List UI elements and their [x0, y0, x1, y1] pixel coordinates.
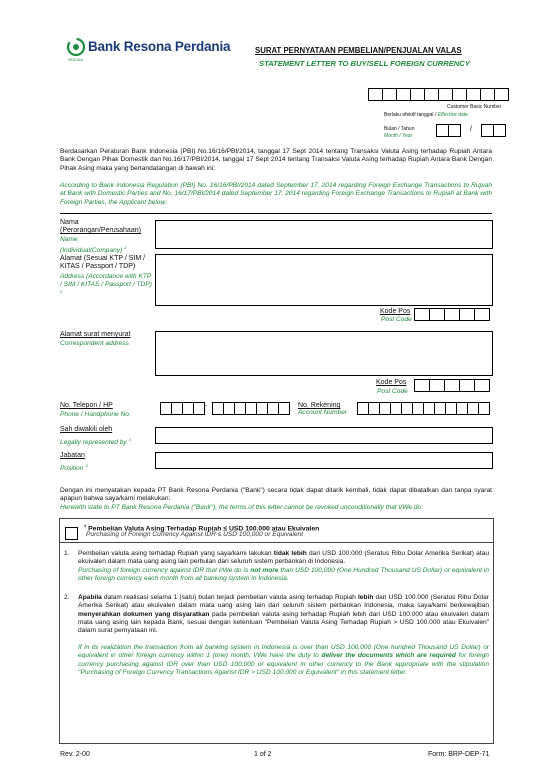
month-year-cells[interactable]	[436, 124, 460, 137]
item-text-part: dari USD 100.000 (Seratus Ribu Dolar Amerika Serikat) atau ekuivalen dalam mata uang asing lain perbulan dari seluruh sistem perbankan di Indonesia.	[78, 550, 489, 566]
represented-sup: 3	[128, 437, 131, 442]
month-year-label: Bulan / Tahun	[384, 126, 415, 132]
bank-subtext: RESONA	[68, 58, 83, 62]
phone-dash: -	[205, 403, 208, 410]
item-text-bold: tidak lebih	[273, 550, 307, 557]
footer-form: Form: BRP-DEP-71	[428, 751, 490, 758]
item-text-bold: lebih	[357, 594, 374, 601]
position-label: Jabatan	[60, 452, 85, 459]
title-id: SURAT PERNYATAAN PEMBELIAN/PENJUALAN VALAS	[255, 46, 462, 55]
item-text-bold: deliver the documents which are required	[321, 652, 456, 660]
option-divider	[59, 542, 494, 543]
item-text-part: Pembelian valuta asing terhadap Rupiah yang saya/kami lakukan	[78, 550, 274, 557]
option-checkbox[interactable]	[65, 527, 78, 540]
option-title-id: Pembelian Valuta Asing Terhadap Rupiah ≤ USD 100.000 atau Ekuivalen	[88, 525, 320, 533]
item-text-part: than USD 100,000 (One Hundred Thousand US Dollar) or equivalent in other foreign currency each month from all banking system in Indonesia.	[78, 567, 489, 583]
postal-code-label-2: Kode Pos	[376, 379, 407, 386]
postal-code-cells-2[interactable]	[414, 379, 489, 392]
name-label-text: Nama	[60, 219, 79, 226]
title-en: STATEMENT LETTER TO BUY/SELL FOREIGN CURRENCY	[259, 59, 470, 68]
postal-code-label: Kode Pos	[380, 308, 411, 315]
intro-text-id: Berdasarkan Peraturan Bank Indonesia (PBI) No.16/16/PBI/2014, tanggal 17 Sept 2014 tentang Transaksi Valuta Asing terhadap Rupiah Antara Bank Dengan Pihak Domestik dan No.16/17/PBI/2014, tanggal 17 Sept 2014 tentang Transaksi Valuta Asing terhadap Rupiah Antara Bank Dengan Pihak Asing maka yang bertandatangan di bawah ini:	[60, 148, 492, 172]
option-sup: 4	[84, 523, 87, 528]
account-number-cells[interactable]	[357, 402, 489, 415]
name-field[interactable]	[155, 220, 493, 249]
represented-label: Sah diwakili oleh	[60, 426, 113, 433]
position-sup: 3	[85, 463, 88, 468]
effective-date-text: Berlaku efektif tanggal /	[384, 112, 437, 118]
item-text-bold: not more	[250, 567, 279, 574]
phone-label: No. Telepon / HP	[60, 402, 113, 409]
name-label-en-text: Name	[60, 236, 78, 243]
address-field[interactable]	[155, 254, 493, 306]
item-text-id	[78, 594, 489, 635]
mail-address-label-en: Correspondent address	[60, 340, 129, 347]
month-year-label-en: Month / Year	[384, 133, 413, 139]
item-number: 2.	[64, 594, 70, 601]
phone-label-en: Phone / Handphone No.	[60, 411, 131, 418]
name-sup: 2	[124, 244, 127, 250]
postal-code-label-en-2: Post Code	[377, 388, 408, 395]
item-text-en	[78, 567, 489, 584]
address-label-en-text: Address (Accordance with KTP / SIM / KITAS / Passport / TDP)	[60, 273, 152, 288]
declaration-text-id: Dengan ini menyatakan kepada PT Bank Resona Perdania ("Bank") secara tidak dapat ditarik kembali, tidak dapat dibatalkan dan tanpa syarat apapun bahwa saya/kami melakukan:	[60, 487, 492, 503]
item-text-id	[78, 550, 489, 567]
name-label-en	[60, 236, 126, 254]
item-text-part: for foreign currency purchasing against IDR over than USD 100,000 or equivalent in other currency to the Bank appropriate with the stipulation "Purchasing of Foreign Currency Transactions Against IDR > USD 100,000 or Equivalent" in this statement letter.	[78, 652, 489, 676]
year-cells[interactable]	[481, 124, 505, 137]
mail-address-field[interactable]	[155, 331, 493, 376]
name-label-en-sub: (Individual/Company)	[60, 246, 123, 254]
represented-label-en	[60, 436, 131, 447]
footer-page: 1 of 2	[254, 751, 272, 758]
name-label-sub: (Perorangan/Perusahaan)	[60, 227, 141, 234]
represented-label-en-text: Legally represented by	[60, 439, 127, 447]
position-label-en-text: Position	[60, 465, 84, 473]
position-field[interactable]	[155, 452, 493, 469]
address-sup: 2	[60, 289, 63, 294]
mail-address-label: Alamat surat menyurat	[60, 331, 131, 338]
item-text-part: dari USD 100.000 (Seratus Ribu Dolar Amerika Serikat) atau ekuivalen dalam mata uang asing lain dari seluruh sistem perbankan Indonesia, maka saya/kami berkewajiban	[78, 594, 489, 610]
month-year-slash: /	[470, 126, 472, 133]
intro-text-en: According to Bank Indonesia Regulation (PBI) No. 16/16/PBI/2014 dated September 17, 2014 regarding Foreign Exchange Transactions to Rupiah at Bank with Domestic Parties and No. 16/17/PBI/2014 dated September 17, 2014 regarding Foreign Exchange Transactions to Rupiah at Bank with Foreign Parties, the Applicant below:	[60, 182, 492, 206]
represented-field[interactable]	[155, 427, 493, 444]
item-text-part: Purchasing of foreign currency against IDR that I/We do is	[78, 567, 251, 574]
name-label	[60, 219, 150, 235]
address-label: Alamat (Sesuai KTP / SIM / KITAS / Passport / TDP)	[60, 255, 146, 270]
bank-logo-icon	[67, 38, 85, 56]
customer-number-label: Customer Basic Number	[447, 104, 502, 110]
item-number: 1.	[64, 550, 70, 557]
item-text-part: If in its realization the transaction from all banking system in Indonesia is over than USD 100,000 (One hundred Thousand US Dollar) or equivalent in other foreign currency within 1 (one) month, I/We have the duty to	[78, 644, 489, 660]
item-text-part: pada pembelian valuta asing terhadap Rupiah lebih dari USD 100.000 atau ekuivalen dalam mata uang asing lain kepada Bank, sesuai dengan ketentuan "Pembelian Valuta Asing Terhadap Rupiah > USD 100.000 atau Ekuivalen" dalam surat pernyataan ini.	[78, 610, 489, 635]
account-label: No. Rekening	[298, 402, 341, 409]
phone-area-cells[interactable]	[160, 402, 204, 415]
effective-date-text-en: Effective date	[437, 112, 468, 118]
section-divider	[60, 213, 492, 214]
account-label-en: Account Number	[298, 409, 348, 416]
phone-number-cells[interactable]	[212, 402, 289, 415]
item-text-bold: Apabila	[78, 594, 102, 601]
address-label-en	[60, 273, 152, 299]
item-text-part: dalam realisasi selama 1 (satu) bulan terjadi pembelian valuta asing terhadap Rupiah	[101, 594, 358, 601]
declaration-text-en: Herewith state to PT Bank Resona Perdania ("Bank"), the terms of this letter cannot be revoked unconditionally that I/We do:	[60, 504, 424, 511]
position-label-en	[60, 462, 88, 473]
item-text-en	[78, 644, 489, 677]
bank-name: Bank Resona Perdania	[88, 39, 231, 54]
option-title-en: Purchasing of Foreign Currency Against IDR ≤ USD 100,000 or Equivalent	[86, 531, 304, 538]
item-text-bold: menyerahkan dokumen yang disyaratkan	[78, 610, 210, 618]
customer-number-cells[interactable]	[368, 88, 508, 101]
postal-code-label-en: Post Code	[381, 316, 412, 323]
effective-date-label	[384, 112, 468, 118]
postal-code-cells[interactable]	[414, 308, 489, 321]
footer-rev: Rev. 2-00	[60, 751, 90, 758]
